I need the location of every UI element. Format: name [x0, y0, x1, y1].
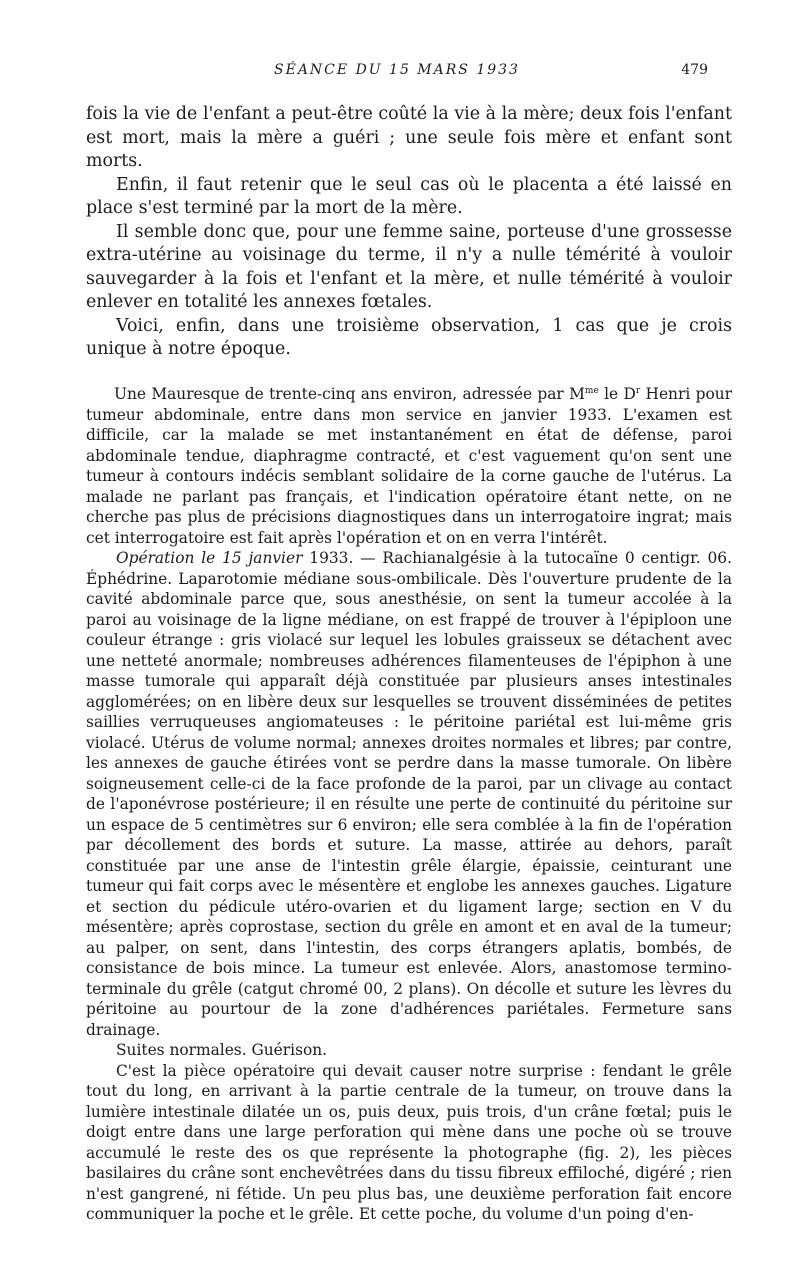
paragraph-third-observation: Voici, enfin, dans une troisième observation, 1 cas que je crois unique à notre époque.: [86, 315, 732, 359]
operation-paragraph: [86, 548, 732, 1040]
superscript-r: r: [635, 386, 641, 396]
intro-text-b: le D: [598, 385, 636, 403]
intro-text-c: Henri pour tumeur abdominale, entre dans mon service en janvier 1933. L'examen est difficile, car la malade se met instantanément en état de défense, paroi abdominale tendue, diaphragme contracté, et c'est vaguement qu'on sent une tumeur à contours indécis semblant solidaire de la corne gauche de l'utérus. La malade ne parlant pas français, et l'indication opératoire étant nette, on ne cherche pas plus de précisions diagnostiques dans un interrogatoire ingrat; mais cet interrogatoire est fait après l'opération et on en verra l'intérêt.: [86, 385, 732, 547]
outcome-paragraph: Suites normales. Guérison.: [116, 1041, 328, 1059]
superscript-me: me: [584, 386, 599, 396]
page-header: [86, 62, 708, 84]
operation-heading: Opération le 15 janvier: [116, 549, 303, 567]
paragraph-conclusion: Il semble donc que, pour une femme saine, porteuse d'une grossesse extra-utérine au voisinage du terme, il n'y a nulle témérité à vouloir sauvegarder à la fois et l'enfant et la mère, et nulle témérité à vouloir enlever en totalité les annexes fœtales.: [86, 221, 732, 312]
paragraph-continuation: fois la vie de l'enfant a peut-être coûté la vie à la mère; deux fois l'enfant est mort, mais la mère a guéri ; une seule fois mère et enfant sont morts.: [86, 104, 732, 171]
main-text: [86, 103, 732, 362]
intro-text-a: Une Mauresque de trente-cinq ans environ, adressée par M: [114, 385, 585, 403]
running-head: SÉANCE DU 15 MARS 1933: [274, 62, 520, 78]
page-number: 479: [681, 62, 708, 78]
paragraph-placenta: Enfin, il faut retenir que le seul cas où le placenta a été laissé en place s'est terminé par la mort de la mère.: [86, 174, 732, 218]
observation-intro: [86, 384, 732, 548]
observation-text: [86, 384, 732, 1225]
operation-text: 1933. — Rachianalgésie à la tutocaïne 0 centigr. 06. Éphédrine. Laparotomie médiane sous-ombilicale. Dès l'ouverture prudente de la cavité abdominale parce que, sous anesthésie, on sent la tumeur accolée à la paroi au voisinage de la ligne médiane, on est frappé de trouver à l'épiploon une couleur étrange : gris violacé sur lequel les lobules graisseux se détachent avec une netteté anormale; nombreuses adhérences filamenteuses de l'épiphon à une masse tumorale qui apparaît déjà constituée par plusieurs anses intestinales agglomérées; on en libère deux sur lesquelles se trouvent disséminées de petites saillies verruqueuses angiomateuses : le péritoine pariétal est lui-même gris violacé. Utérus de volume normal; annexes droites normales et libres; par contre, les annexes de gauche étirées vont se perdre dans la masse tumorale. On libère soigneusement celle-ci de la face profonde de la paroi, par un clivage au contact de l'aponévrose postérieure; il en résulte une perte de continuité du péritoine sur un espace de 5 centimètres sur 6 environ; elle sera comblée à la fin de l'opération par décollement des bords et suture. La masse, attirée au dehors, paraît constituée par une anse de l'intestin grêle élargie, épaissie, ceinturant une tumeur qui fait corps avec le mésentère et englobe les annexes gauches. Ligature et section du pédicule utéro-ovarien et du ligament large; section en V du mésentère; après coprostase, section du grêle en amont et en aval de la tumeur; au palper, on sent, dans l'intestin, des corps étrangers aplatis, bombés, de consistance de bois mince. La tumeur est enlevée. Alors, anastomose termino-terminale du grêle (catgut chromé 00, 2 plans). On décolle et suture les lèvres du péritoine au pourtour de la zone d'adhérences pariétales. Fermeture sans drainage.: [86, 549, 732, 1039]
specimen-paragraph: C'est la pièce opératoire qui devait causer notre surprise : fendant le grêle tout du long, en arrivant à la partie centrale de la tumeur, on trouve dans la lumière intestinale dilatée un os, puis deux, puis trois, d'un crâne fœtal; puis le doigt entre dans une large perforation qui mène dans une poche où se trouve accumulé le reste des os que représente la photographe (fig. 2), les pièces basilaires du crâne sont enchevêtrées dans du tissu fibreux effiloché, digéré ; rien n'est gangrené, ni fétide. Un peu plus bas, une deuxième perforation fait encore communiquer la poche et le grêle. Et cette poche, du volume d'un poing d'en-: [86, 1061, 732, 1223]
